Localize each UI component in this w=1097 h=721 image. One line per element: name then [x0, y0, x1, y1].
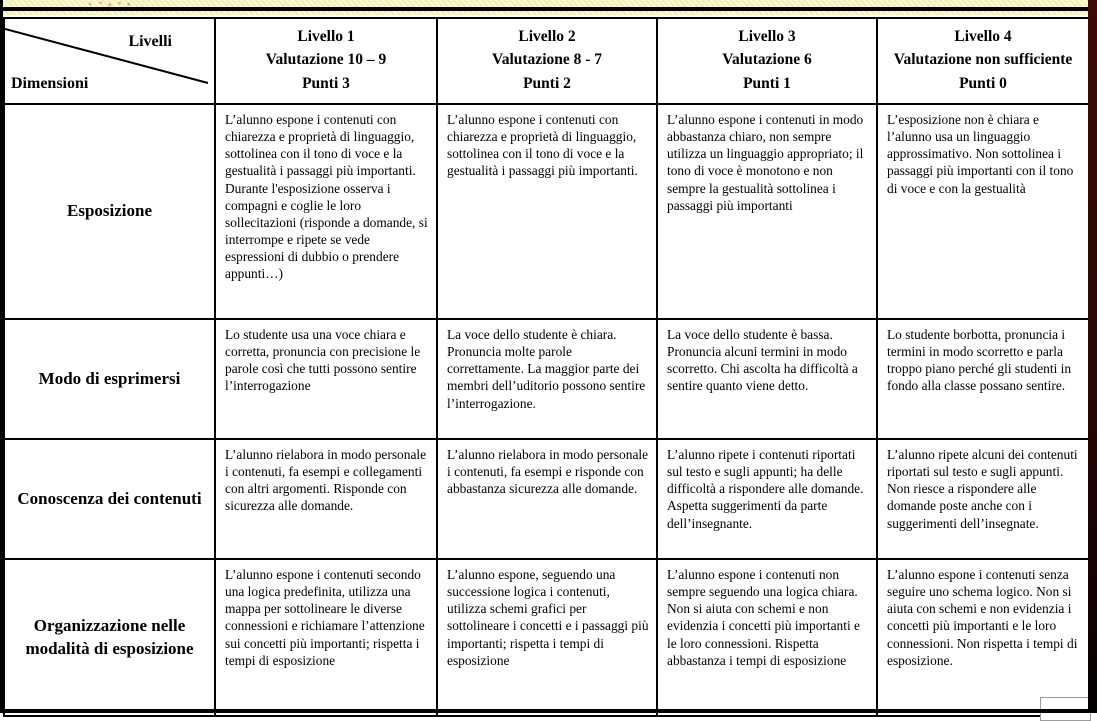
- header-line: Punti 3: [302, 74, 350, 92]
- cell-modo-livello-1: Lo studente usa una voce chiara e corretta, pronuncia con precisione le parole così che tutti possono sentire l’interrogazione: [216, 320, 438, 440]
- header-line: Livello 2: [518, 28, 576, 45]
- header-line: Valutazione non sufficiente: [893, 51, 1073, 69]
- header-line: Livello 3: [738, 28, 796, 45]
- bottom-frame-edge: [0, 709, 1097, 713]
- cell-organizzazione-livello-2: L’alunno espone, seguendo una successione logica i contenuti, utilizza schemi grafici per sottolineare i concetti e i passaggi più importanti; rispetta i tempi di esposizione: [438, 560, 658, 715]
- header-livello-2: [438, 19, 658, 105]
- header-line: Punti 2: [523, 74, 571, 92]
- cell-esposizione-livello-3: L’alunno espone i contenuti in modo abbastanza chiaro, non sempre utilizza un linguaggio appropriato; il tono di voce è monotono e non sempre la gestualità sottolinea i passaggi più importanti: [658, 105, 878, 320]
- top-divider-line: [0, 7, 1097, 11]
- header-line: Livello 1: [297, 28, 355, 45]
- header-line: Valutazione 6: [722, 51, 812, 69]
- header-line: Punti 1: [743, 74, 791, 92]
- corner-label-dimensioni: Dimensioni: [11, 75, 89, 92]
- left-frame-edge: [0, 0, 3, 713]
- header-line: Punti 0: [959, 74, 1007, 92]
- cell-esposizione-livello-4: L’esposizione non è chiara e l’alunno usa un linguaggio approssimativo. Non sottolinea i passaggi più importanti con il tono di voce e con la gestualità: [878, 105, 1088, 320]
- cell-conoscenza-livello-1: L’alunno rielabora in modo personale i contenuti, fa esempi e collegamenti con altri argomenti. Risponde con sicurezza alle domande.: [216, 440, 438, 560]
- row-label-organizzazione: Organizzazione nelle modalità di esposizione: [5, 560, 216, 715]
- header-line: Valutazione 8 - 7: [491, 51, 603, 69]
- cell-organizzazione-livello-1: L’alunno espone i contenuti secondo una logica predefinita, utilizza una mappa per sottolineare le diverse connessioni e richiamare l’attenzione sui concetti più importanti; rispetta i tempi di esposizione: [216, 560, 438, 715]
- cell-organizzazione-livello-4: L’alunno espone i contenuti senza seguire uno schema logico. Non si aiuta con schemi e non evidenzia i concetti più importanti e le loro connessioni. Non rispetta i tempi di esposizione.: [887, 567, 1078, 668]
- cell-conoscenza-livello-3: L’alunno ripete i contenuti riportati sul testo e sugli appunti; ha delle difficoltà a rispondere alle domande. Aspetta suggerimenti da parte dell’insegnante.: [658, 440, 878, 560]
- row-label-conoscenza-dei-contenuti: Conoscenza dei contenuti: [5, 440, 216, 560]
- evaluation-rubric-table: [3, 17, 1090, 717]
- header-line: Livello 4: [954, 28, 1012, 45]
- row-label-esposizione: Esposizione: [5, 105, 216, 320]
- cell-modo-livello-4: Lo studente borbotta, pronuncia i termini in modo scorretto e parla troppo piano perché gli studenti in fondo alla classe possano sentire.: [878, 320, 1088, 440]
- right-frame-edge: [1088, 0, 1097, 713]
- cell-conoscenza-livello-2: L’alunno rielabora in modo personale i contenuti, fa esempi e risponde con abbastanza sicurezza alle domande.: [438, 440, 658, 560]
- top-highlight-band: [0, 0, 1097, 15]
- row-label-modo-di-esprimersi: Modo di esprimersi: [5, 320, 216, 440]
- header-livello-4: [878, 19, 1088, 105]
- header-livello-1: [216, 19, 438, 105]
- cell-esposizione-livello-1: L’alunno espone i contenuti con chiarezza e proprietà di linguaggio, sottolinea con il tono di voce e la gestualità i passaggi più importanti. Durante l'esposizione osserva i compagni e coglie le loro sollecitazioni (risponde a domande, si interrompe e ripete se vede espressioni di dubbio o prendere appunti…): [216, 105, 438, 320]
- cell-esposizione-livello-2: L’alunno espone i contenuti con chiarezza e proprietà di linguaggio, sottolinea con il tono di voce e la gestualità i passaggi più importanti.: [438, 105, 658, 320]
- cell-modo-livello-2: La voce dello studente è chiara. Pronuncia molte parole correttamente. La maggior parte dei membri dell’uditorio possono sentire l’interrogazione.: [438, 320, 658, 440]
- cell-organizzazione-livello-3: L’alunno espone i contenuti non sempre seguendo una logica chiara. Non si aiuta con schemi e non evidenzia i concetti più importanti e le loro connessioni. Rispetta abbastanza i tempi di esposizione: [658, 560, 878, 715]
- cell-modo-livello-3: La voce dello studente è bassa. Pronuncia alcuni termini in modo scorretto. Chi ascolta ha difficoltà a sentire quanto viene detto.: [658, 320, 878, 440]
- corner-cell-livelli-dimensioni: [5, 19, 216, 105]
- cell-conoscenza-livello-4: L’alunno ripete alcuni dei contenuti riportati sul testo e sugli appunti. Non riesce a rispondere alle domande poste anche con i suggerimenti dell’insegnate.: [878, 440, 1088, 560]
- header-livello-3: [658, 19, 878, 105]
- corner-label-livelli: Livelli: [128, 33, 172, 50]
- header-line: Valutazione 10 – 9: [265, 51, 387, 69]
